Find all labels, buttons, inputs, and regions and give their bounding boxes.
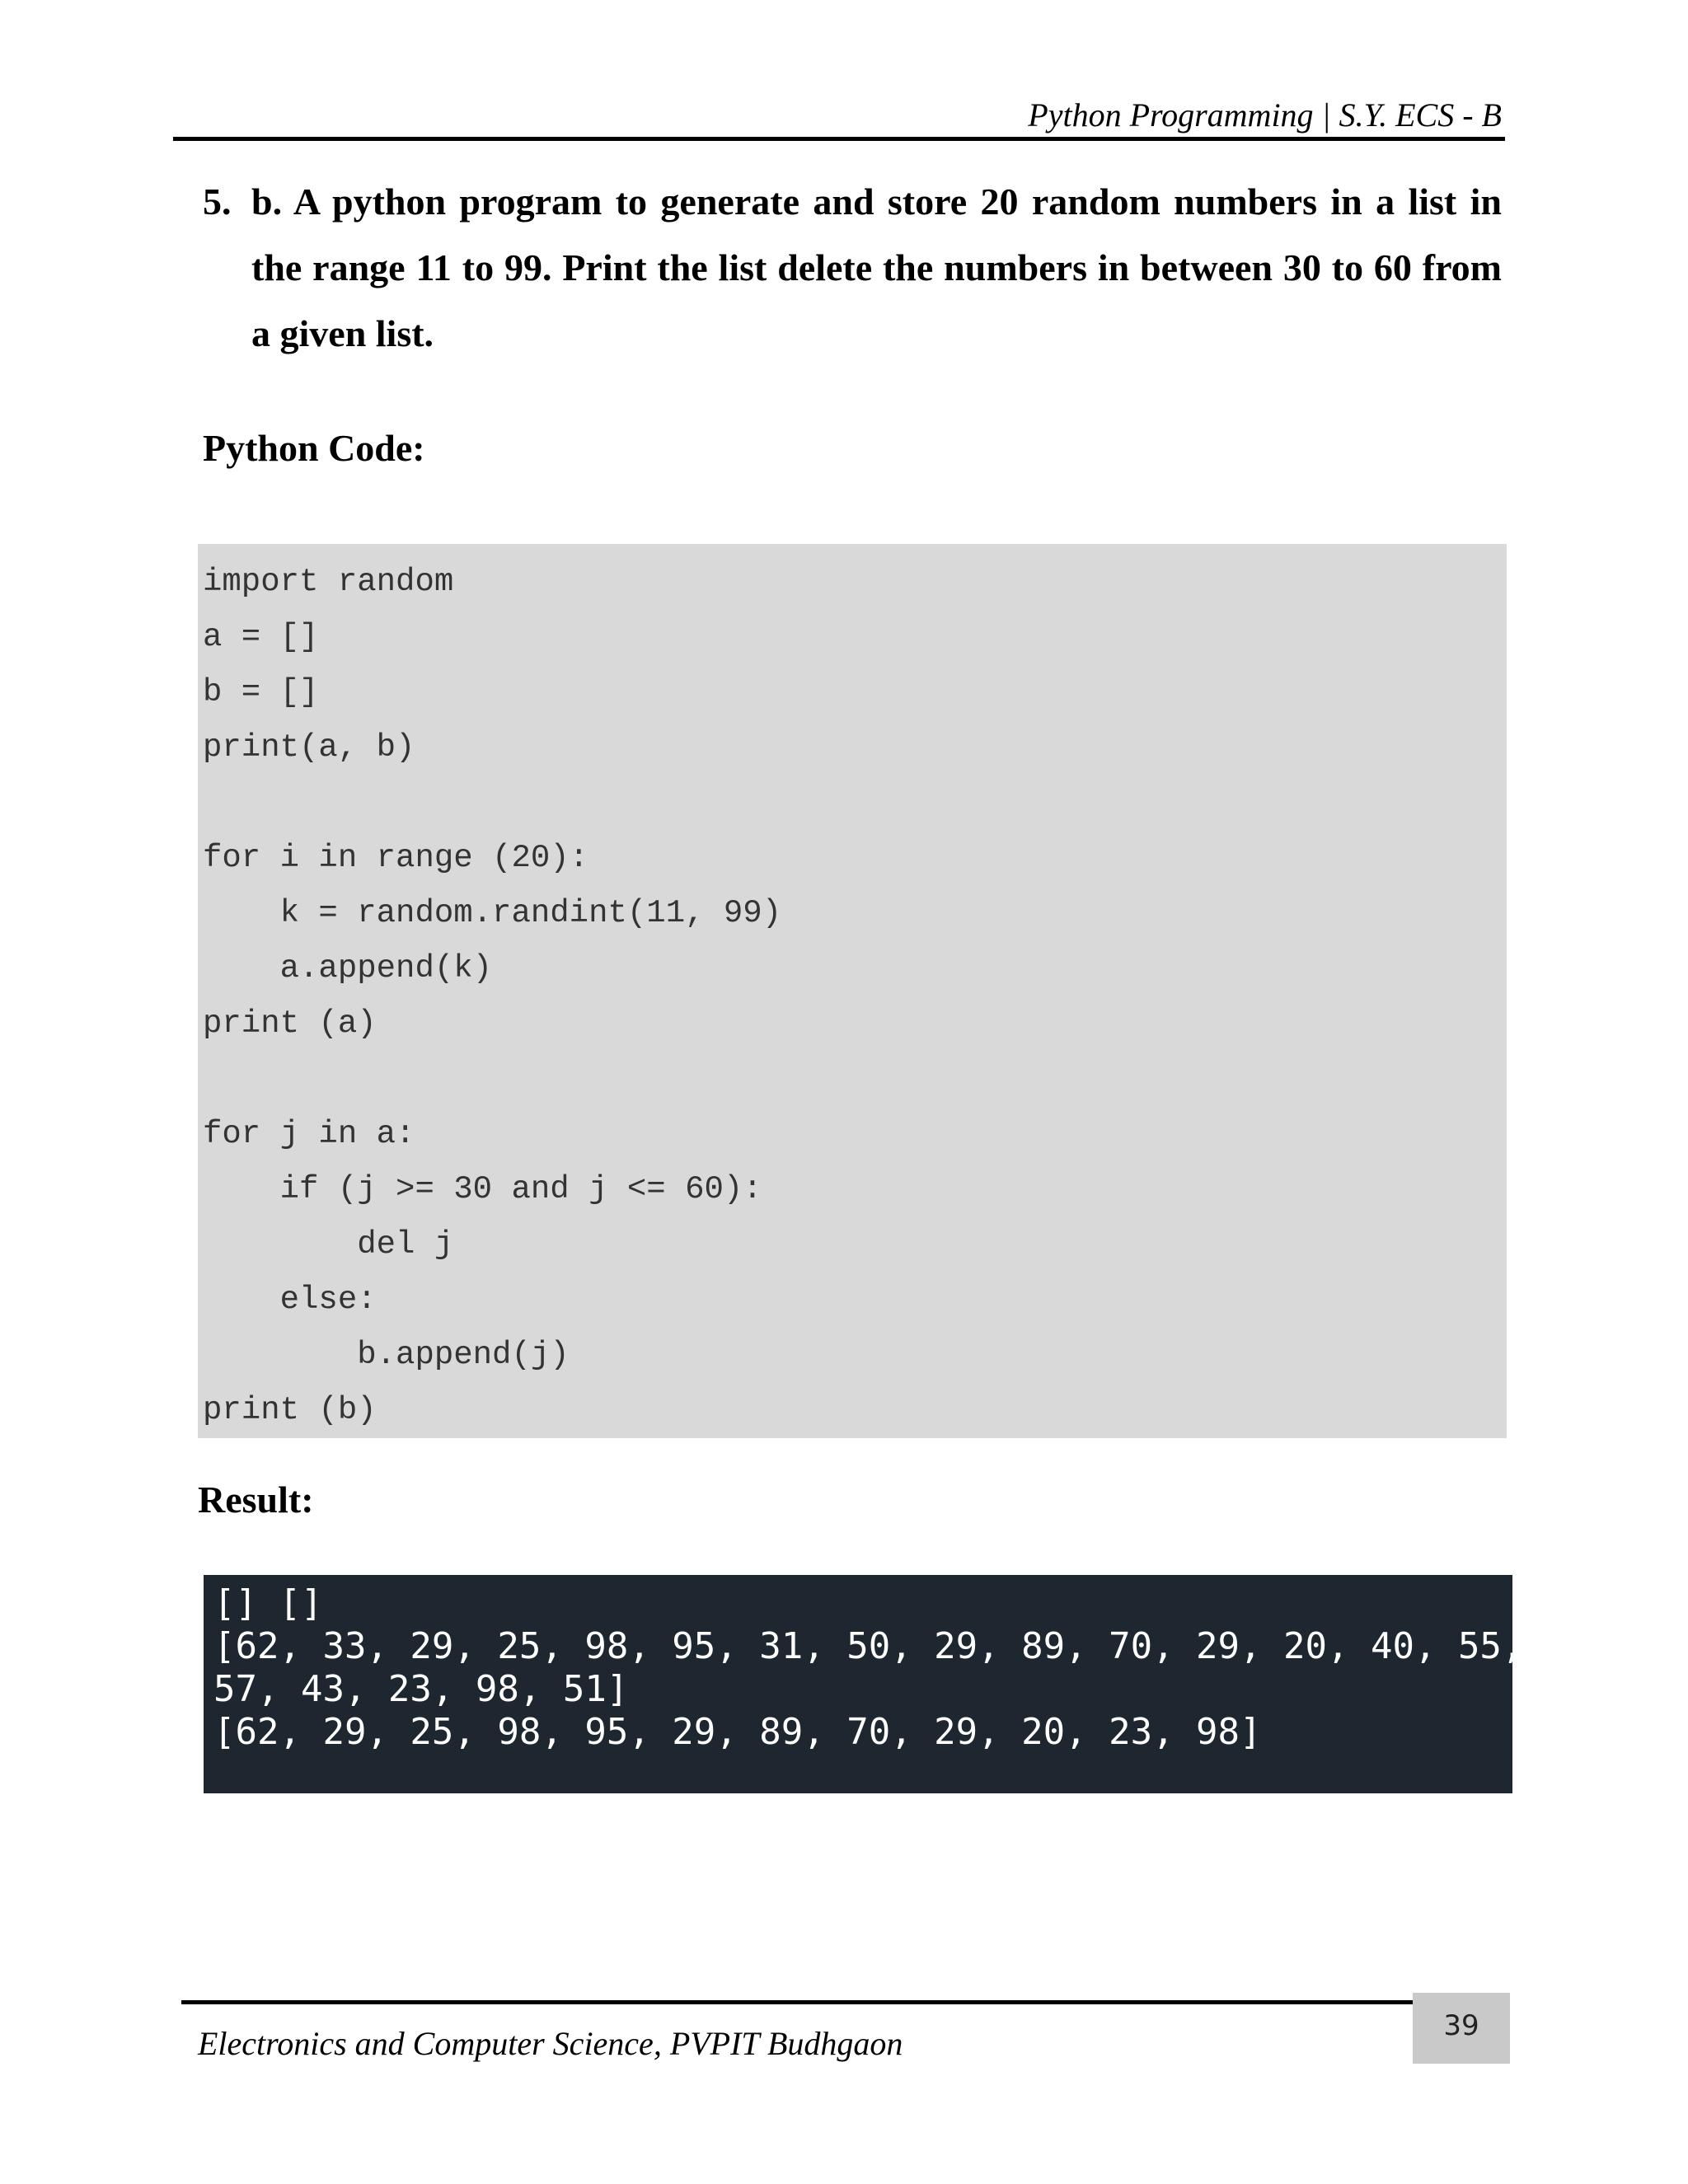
code-line: print (a) bbox=[203, 1005, 377, 1042]
result-output-panel bbox=[204, 1575, 1524, 1793]
code-line: print(a, b) bbox=[203, 729, 415, 766]
code-line: b.append(j) bbox=[203, 1337, 570, 1373]
question-number: 5. bbox=[203, 180, 232, 223]
code-section-heading: Python Code: bbox=[203, 427, 425, 469]
code-block bbox=[198, 544, 1507, 1438]
code-line: if (j >= 30 and j <= 60): bbox=[203, 1171, 762, 1207]
code-line: del j bbox=[203, 1226, 454, 1263]
result-section-heading: Result: bbox=[198, 1479, 314, 1521]
question-line-2: the range 11 to 99. Print the list delete the numbers in between 30 to 60 from bbox=[251, 246, 1502, 288]
code-line: import random bbox=[203, 564, 454, 600]
question-line-3: a given list. bbox=[251, 312, 434, 354]
code-line: a = [] bbox=[203, 619, 319, 655]
code-line: for i in range (20): bbox=[203, 840, 589, 876]
footer-divider bbox=[181, 2000, 1503, 2004]
code-line: a.append(k) bbox=[203, 950, 493, 987]
page-number-badge bbox=[1413, 1993, 1510, 2064]
code-line: print (b) bbox=[203, 1392, 377, 1428]
code-line: b = [] bbox=[203, 674, 319, 710]
header-divider bbox=[173, 137, 1505, 141]
code-line: for j in a: bbox=[203, 1116, 415, 1152]
question-line-1: b. A python program to generate and store 20 random numbers in a list in bbox=[251, 180, 1502, 223]
code-line: k = random.randint(11, 99) bbox=[203, 895, 782, 931]
output-line: [] [] bbox=[213, 1582, 323, 1624]
footer-institution: Electronics and Computer Science, PVPIT Budhgaon bbox=[198, 2025, 903, 2062]
page-number: 39 bbox=[1443, 2009, 1479, 2042]
code-line: else: bbox=[203, 1282, 377, 1318]
output-line: [62, 29, 25, 98, 95, 29, 89, 70, 29, 20, 23, 98] bbox=[213, 1711, 1262, 1753]
page-header-title: Python Programming | S.Y. ECS - B bbox=[1028, 96, 1502, 134]
output-line: [62, 33, 29, 25, 98, 95, 31, 50, 29, 89, 70, 29, 20, 40, 55, bbox=[213, 1625, 1524, 1667]
output-line: 57, 43, 23, 98, 51] bbox=[213, 1668, 629, 1710]
